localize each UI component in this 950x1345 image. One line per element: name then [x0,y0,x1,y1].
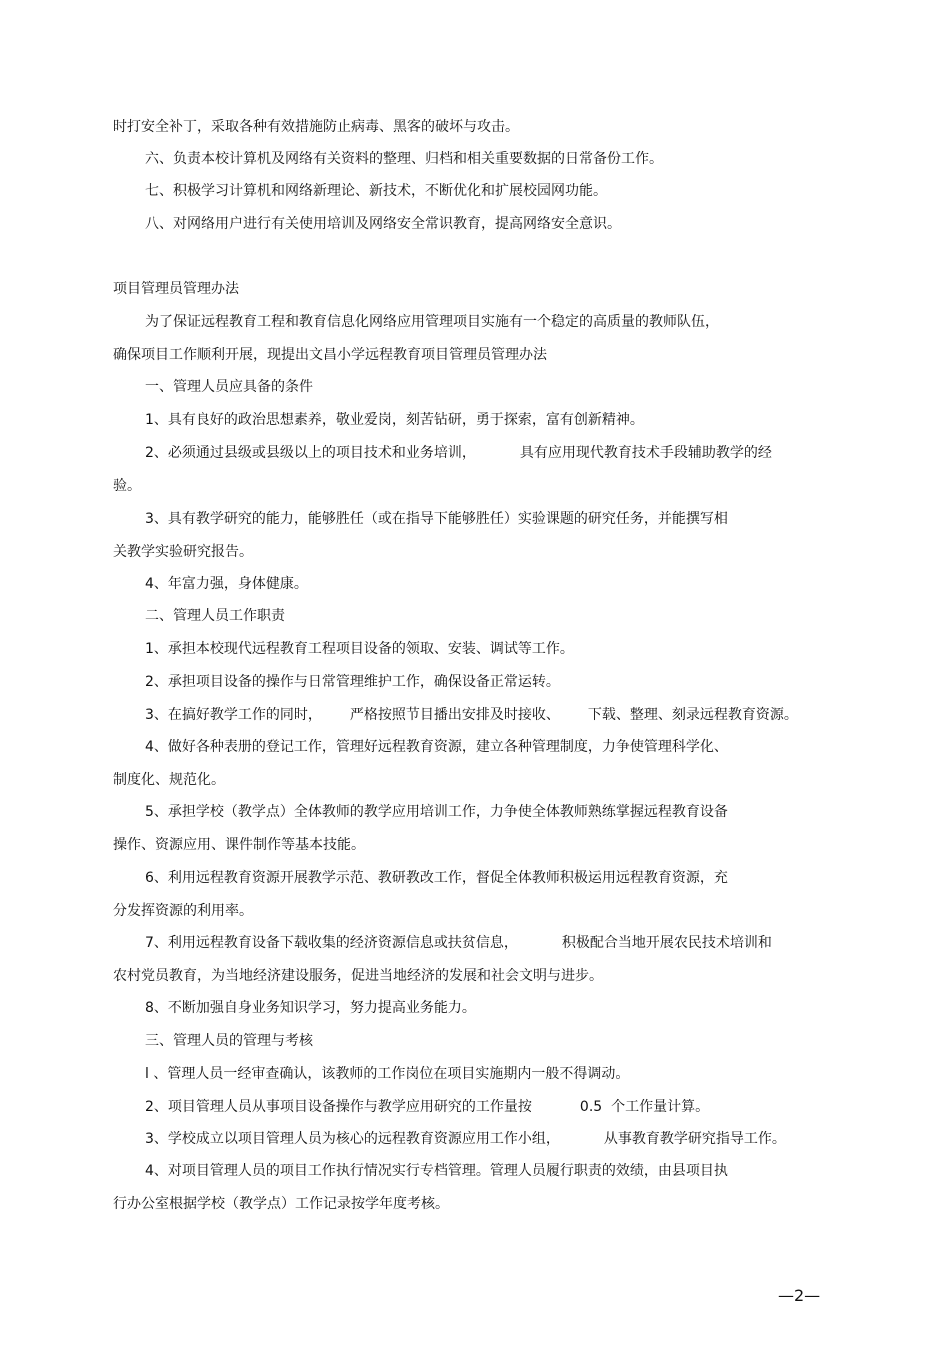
paragraph-line: 4、做好各种表册的登记工作，管理好远程教育资源，建立各种管理制度，力争使管理科学化、 [145,739,728,755]
paragraph-line: l 、管理人员一经审查确认，该教师的工作岗位在项目实施期内一般不得调动。 [145,1066,630,1082]
paragraph-line: 8、不断加强自身业务知识学习，努力提高业务能力。 [145,1000,476,1016]
paragraph-line: 5、承担学校（教学点）全体教师的教学应用培训工作，力争使全体教师熟练掌握远程教育设备 [145,804,728,820]
paragraph-line: 时打安全补丁，采取各种有效措施防止病毒、黑客的破坏与攻击。 [113,119,519,135]
section-title: 项目管理员管理办法 [113,281,239,297]
text-segment: 积极配合当地开展农民技术培训和 [561,935,772,951]
paragraph-line: 确保项目工作顺利开展，现提出文昌小学远程教育项目管理员管理办法 [113,347,547,363]
page-number: —2— [778,1286,821,1305]
subsection-heading: 一、管理人员应具备的条件 [145,379,313,395]
text-segment: 7、利用远程教育设备下载收集的经济资源信息或扶贫信息， [145,935,518,951]
subsection-heading: 三、管理人员的管理与考核 [145,1033,313,1049]
subsection-heading: 二、管理人员工作职责 [145,608,285,624]
paragraph-line: 4、对项目管理人员的项目工作执行情况实行专档管理。管理人员履行职责的效绩，由县项目执 [145,1163,728,1179]
text-segment: 从事教育教学研究指导工作。 [603,1131,786,1147]
paragraph-line: 3、具有教学研究的能力，能够胜任（或在指导下能够胜任）实验课题的研究任务，并能撰写相 [145,511,728,527]
paragraph-line: 操作、资源应用、课件制作等基本技能。 [113,837,365,853]
paragraph-line: 关教学实验研究报告。 [113,544,253,560]
text-segment: 2、项目管理人员从事项目设备操作与教学应用研究的工作量按 [145,1099,532,1115]
paragraph-line [145,1098,709,1116]
text-segment: 具有应用现代教育技术手段辅助教学的经 [519,445,772,461]
text-segment: 2、必须通过县级或县级以上的项目技术和业务培训， [145,445,476,461]
paragraph-line: 1、承担本校现代远程教育工程项目设备的领取、安装、调试等工作。 [145,641,574,657]
paragraph-line: 为了保证远程教育工程和教育信息化网络应用管理项目实施有一个稳定的高质量的教师队伍， [145,314,719,330]
paragraph-line [145,444,772,462]
paragraph-line: 行办公室根据学校（教学点）工作记录按学年度考核。 [113,1196,449,1212]
paragraph-line: 七、积极学习计算机和网络新理论、新技术，不断优化和扩展校园网功能。 [145,183,607,199]
paragraph-line: 2、承担项目设备的操作与日常管理维护工作，确保设备正常运转。 [145,674,560,690]
text-segment: 0.5 个工作量计算。 [579,1099,710,1115]
paragraph-line: 农村党员教育，为当地经济建设服务，促进当地经济的发展和社会文明与进步。 [113,968,603,984]
paragraph-line: 分发挥资源的利用率。 [113,903,253,919]
text-segment: 3、学校成立以项目管理人员为核心的远程教育资源应用工作小组， [145,1131,560,1147]
paragraph-line: 制度化、规范化。 [113,772,225,788]
text-segment: 3、在搞好教学工作的同时， [145,707,322,723]
text-segment: 严格按照节目播出安排及时接收、 [349,707,560,723]
text-segment: 下载、整理、刻录远程教育资源。 [587,707,798,723]
paragraph-line: 4、年富力强，身体健康。 [145,576,308,592]
paragraph-line: 验。 [113,478,141,494]
paragraph-line [145,706,798,724]
paragraph-line: 六、负责本校计算机及网络有关资料的整理、归档和相关重要数据的日常备份工作。 [145,151,663,167]
paragraph-line [145,934,772,952]
paragraph-line: 八、对网络用户进行有关使用培训及网络安全常识教育，提高网络安全意识。 [145,216,621,232]
paragraph-line: 1、具有良好的政治思想素养，敬业爱岗，刻苦钻研，勇于探索，富有创新精神。 [145,412,644,428]
paragraph-line [145,1130,786,1148]
paragraph-line: 6、利用远程教育资源开展教学示范、教研教改工作，督促全体教师积极运用远程教育资源，充 [145,870,728,886]
